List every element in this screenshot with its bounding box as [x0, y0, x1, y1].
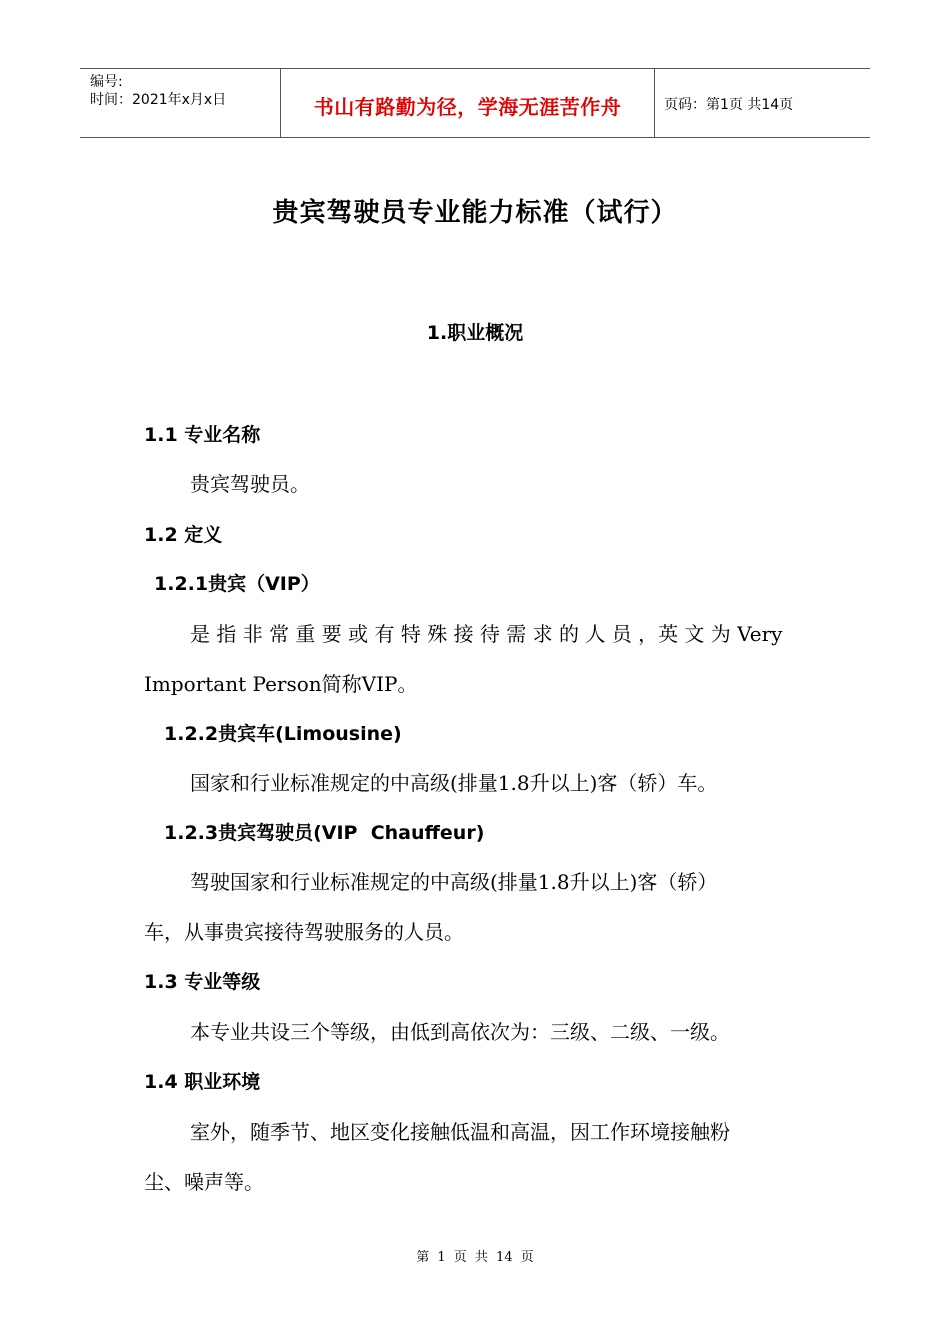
- section-heading-1-2-1: 1.2.1贵宾（VIP）: [154, 573, 320, 595]
- document-title: 贵宾驾驶员专业能力标准（试行）: [272, 198, 678, 228]
- header-motto-cell: [280, 69, 655, 137]
- document-date: 时间：2021年x月x日: [90, 92, 227, 108]
- section-body-1-1: 贵宾驾驶员。: [190, 472, 310, 496]
- section-body-1-4-line2: 尘、噪声等。: [144, 1170, 264, 1194]
- section-body-1-2-3-line2: 车，从事贵宾接待驾驶服务的人员。: [144, 920, 464, 944]
- header-page-cell: [654, 69, 870, 137]
- section-body-1-2-2: 国家和行业标准规定的中高级(排量1.8升以上)客（轿）车。: [190, 771, 718, 795]
- section-body-1-4-line1: 室外，随季节、地区变化接触低温和高温，因工作环境接触粉: [190, 1120, 730, 1144]
- document-number-label: 编号:: [90, 74, 123, 90]
- section-body-1-3: 本专业共设三个等级，由低到高依次为：三级、二级、一级。: [190, 1020, 730, 1044]
- chapter-heading: 1.职业概况: [426, 322, 524, 344]
- section-body-1-2-1-line1: 是 指 非 常 重 要 或 有 特 殊 接 待 需 求 的 人 员 ，英 文 为 Very: [190, 622, 783, 646]
- page-header: [80, 68, 870, 138]
- section-body-1-2-3-line1: 驾驶国家和行业标准规定的中高级(排量1.8升以上)客（轿）: [190, 870, 718, 894]
- section-body-1-2-1-line2: Important Person简称VIP。: [144, 672, 418, 696]
- section-heading-1-2-2: 1.2.2贵宾车(Limousine): [164, 723, 402, 745]
- page-footer: 第 1 页 共 14 页: [416, 1250, 534, 1265]
- section-heading-1-3: 1.3 专业等级: [144, 971, 261, 993]
- section-heading-1-2-3: 1.2.3贵宾驾驶员(VIP Chauffeur): [164, 822, 485, 844]
- header-page-info: 页码：第1页 共14页: [664, 97, 794, 113]
- section-heading-1-4: 1.4 职业环境: [144, 1071, 261, 1093]
- section-heading-1-1: 1.1 专业名称: [144, 424, 261, 446]
- header-meta-cell: [80, 69, 280, 137]
- header-motto: 书山有路勤为径，学海无涯苦作舟: [313, 95, 622, 119]
- section-heading-1-2: 1.2 定义: [144, 524, 223, 546]
